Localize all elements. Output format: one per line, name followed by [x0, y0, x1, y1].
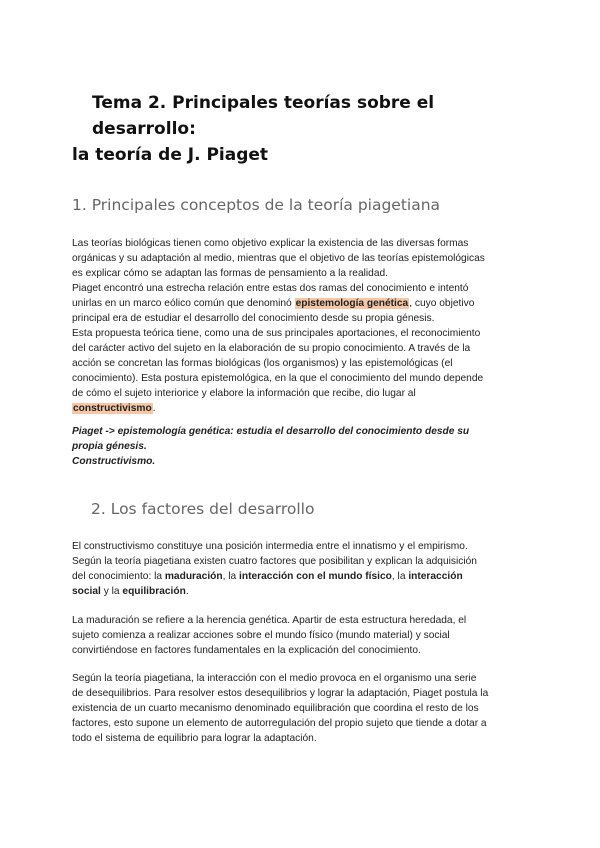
- note-line: Constructivismo.: [72, 456, 156, 467]
- text-line: Esta propuesta teórica tiene, como una de sus principales aportaciones, el reconocimiento: [72, 328, 481, 339]
- text-line: orgánicas y su adaptación al medio, mientras que el objetivo de las teorías epistemológicas: [72, 253, 485, 264]
- text-line: todo el sistema de equilibrio para lograr la adaptación.: [72, 733, 317, 744]
- text-fragment: , cuyo objetivo: [409, 298, 475, 309]
- text-fragment: , la: [391, 571, 409, 582]
- text-fragment: .: [152, 403, 156, 414]
- text-fragment: y la: [100, 586, 123, 597]
- text-line: existencia de un cuarto mecanismo denominado equilibración que coordina el resto de los: [72, 703, 479, 714]
- section-2-paragraph-3: [72, 671, 528, 746]
- text-line: [72, 584, 528, 599]
- section-2-heading: 2. Los factores del desarrollo: [91, 500, 315, 518]
- text-line: conocimiento). Esta postura epistemológica, en la que el conocimiento del mundo depende: [72, 373, 484, 384]
- title-line-2: la teoría de J. Piaget: [72, 145, 269, 165]
- text-line: La maduración se refiere a la herencia genética. Apartir de esta estructura heredada, el: [72, 615, 467, 626]
- summary-note: [72, 424, 528, 469]
- text-line: El constructivismo constituye una posición intermedia entre el innatismo y el empirismo.: [72, 541, 468, 552]
- text-line: Las teorías biológicas tienen como objetivo explicar la existencia de las diversas formas: [72, 238, 469, 249]
- section-1-paragraph-3: [72, 326, 528, 416]
- bold-maduracion: maduración: [164, 571, 223, 582]
- note-line: Piaget -> epistemología genética: estudia el desarrollo del conocimiento desde su: [72, 426, 470, 437]
- section-1-heading: 1. Principales conceptos de la teoría piagetiana: [72, 196, 441, 214]
- bold-equilibracion: equilibración: [122, 586, 186, 597]
- note-line: propia génesis.: [72, 441, 147, 452]
- text-fragment: .: [185, 586, 189, 597]
- bold-social: social: [72, 586, 101, 597]
- text-line: de cómo el sujeto interiorice y elabore la información que recibe, dio lugar al: [72, 388, 416, 399]
- bold-interaccion: interacción: [408, 571, 463, 582]
- highlight-constructivismo: constructivismo: [73, 403, 152, 414]
- section-2-paragraph-2: [72, 613, 528, 658]
- document-title: [72, 90, 542, 168]
- text-fragment: del conocimiento: la: [72, 571, 165, 582]
- section-1-paragraph-2: [72, 281, 528, 326]
- highlight-epistemologia-genetica: epistemología genética: [295, 298, 409, 309]
- title-line-1: Tema 2. Principales teorías sobre el desarrollo:: [92, 93, 435, 139]
- text-fragment: unirlas en un marco eólico común que denominó: [72, 298, 295, 309]
- text-line: Según la teoría piagetiana, la interacción con el medio provoca en el organismo una serie: [72, 673, 477, 684]
- text-fragment: , la: [222, 571, 240, 582]
- text-line: del carácter activo del sujeto en la elaboración de su propio conocimiento. A través de la: [72, 343, 471, 354]
- section-2-paragraph-1: [72, 539, 528, 599]
- text-line: Piaget encontró una estrecha relación entre estas dos ramas del conocimiento e intentó: [72, 283, 469, 294]
- text-line: [72, 296, 528, 311]
- text-line: principal era de estudiar el desarrollo del conocimiento desde su propia génesis.: [72, 313, 435, 324]
- text-line: factores, esto supone un elemento de autorregulación del propio sujeto que tiende a dotar a: [72, 718, 487, 729]
- text-line: sujeto comienza a realizar acciones sobre el mundo físico (mundo material) y social: [72, 630, 450, 641]
- text-line: acción se concretan las formas biológicas (los organismos) y las epistemológicas (el: [72, 358, 453, 369]
- text-line: de desequilibrios. Para resolver estos desequilibrios y lograr la adaptación, Piaget postula la: [72, 688, 489, 699]
- text-line: [72, 401, 528, 416]
- text-line: es explicar cómo se adaptan las formas de pensamiento a la realidad.: [72, 268, 388, 279]
- text-line: [72, 569, 528, 584]
- bold-interaccion-mundo-fisico: interacción con el mundo físico: [239, 571, 392, 582]
- text-line: Según la teoría piagetiana existen cuatro factores que posibilitan y explican la adquisición: [72, 556, 477, 567]
- section-1-paragraph-1: [72, 236, 528, 281]
- text-line: convirtiéndose en factores fundamentales en la explicación del conocimiento.: [72, 645, 421, 656]
